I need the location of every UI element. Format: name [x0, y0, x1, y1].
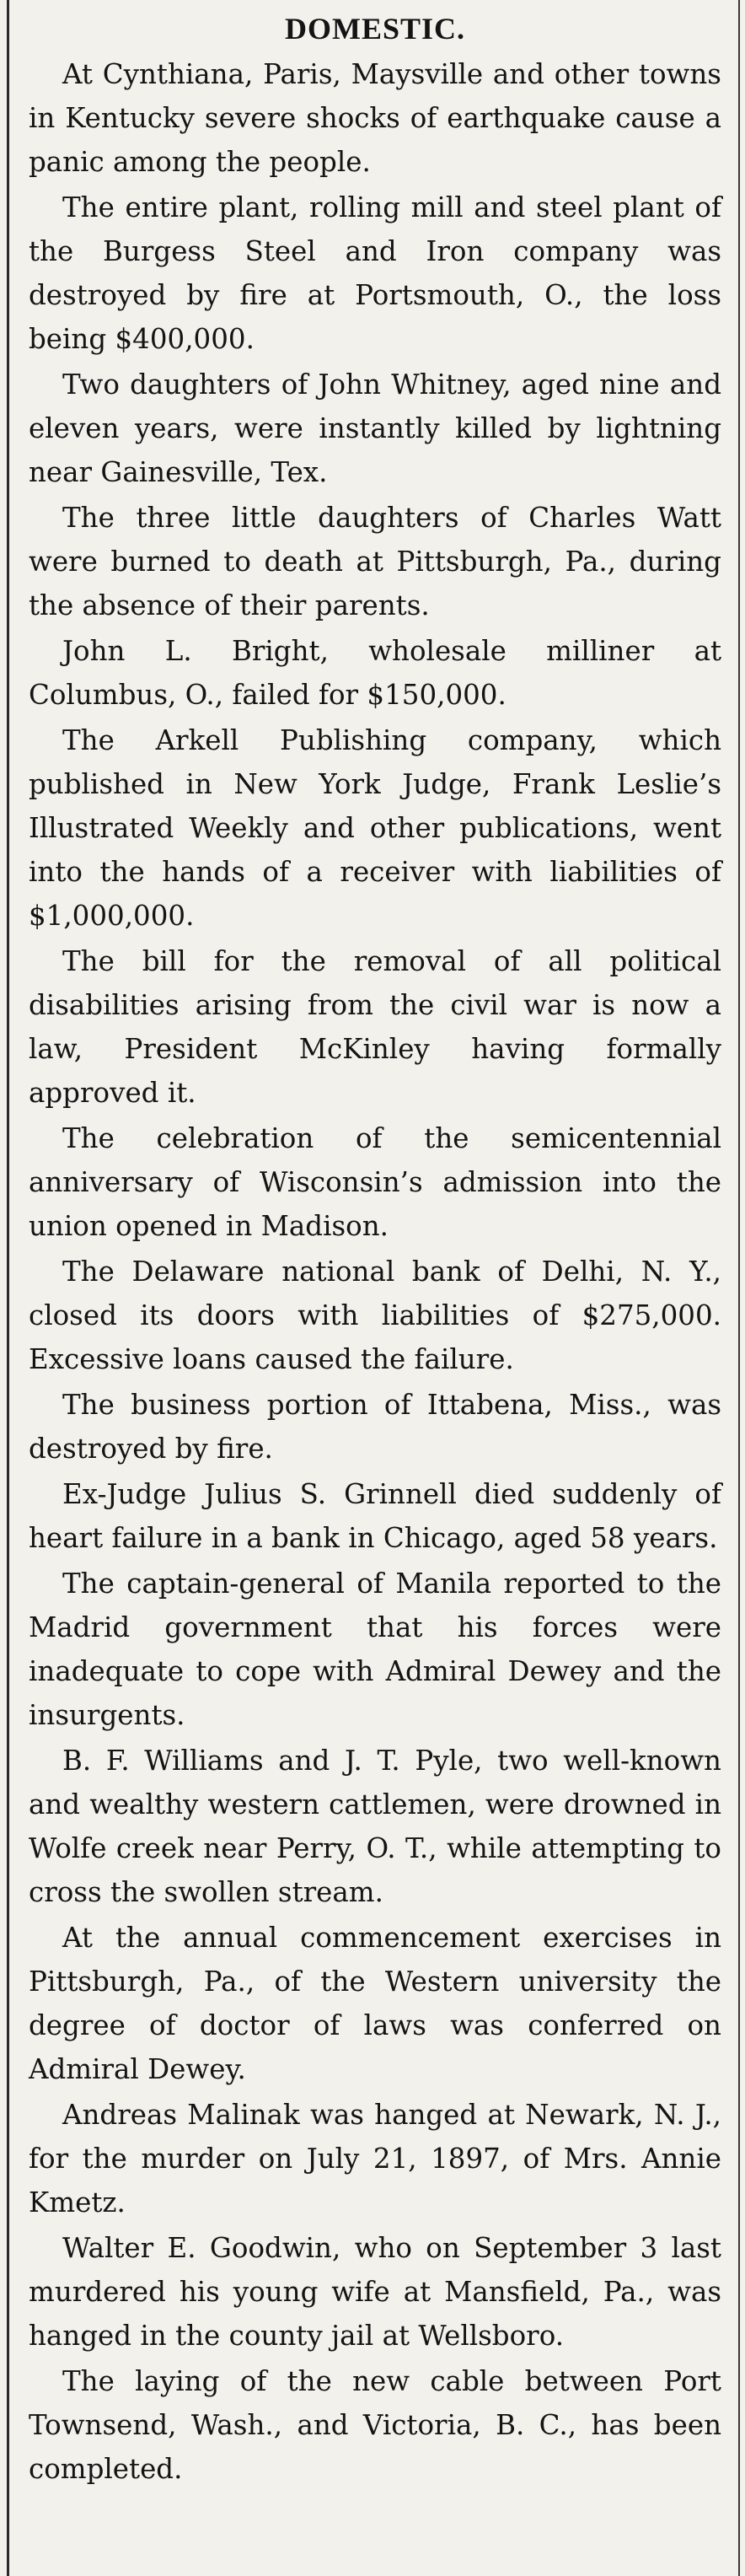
news-item: The laying of the new cable between Port Townsend, Wash., and Victoria, B. C., has been completed. [29, 2365, 721, 2485]
news-item: The bill for the removal of all political disabilities arising from the civil war is now a law, President McKinley having formally approved it. [29, 945, 721, 1109]
news-item: The entire plant, rolling mill and steel plant of the Burgess Steel and Iron company was destroyed by fire at Portsmouth, O., the loss being $400,000. [29, 191, 721, 355]
section-heading: DOMESTIC. [284, 12, 466, 46]
news-item: Two daughters of John Whitney, aged nine and eleven years, were instantly killed by lightning near Gainesville, Tex. [29, 368, 721, 488]
news-item: Walter E. Goodwin, who on September 3 last murdered his young wife at Mansfield, Pa., was hanged in the county jail at Wellsboro. [29, 2232, 721, 2352]
news-item: The business portion of Ittabena, Miss., was destroyed by fire. [29, 1389, 721, 1465]
news-item: At Cynthiana, Paris, Maysville and other towns in Kentucky severe shocks of earthquake cause a panic among the people. [29, 58, 721, 178]
news-item: John L. Bright, wholesale milliner at Columbus, O., failed for $150,000. [29, 635, 721, 711]
news-item: Ex-Judge Julius S. Grinnell died suddenly of heart failure in a bank in Chicago, aged 58 years. [29, 1478, 721, 1554]
news-item: At the annual commencement exercises in Pittsburgh, Pa., of the Western university the degree of doctor of laws was conferred on Admiral Dewey. [29, 1922, 721, 2085]
news-item: The captain-general of Manila reported to the Madrid government that his forces were inadequate to cope with Admiral Dewey and the insurgents. [29, 1568, 721, 1731]
news-item: The three little daughters of Charles Watt were burned to death at Pittsburgh, Pa., during the absence of their parents. [29, 502, 721, 621]
news-item: The Delaware national bank of Delhi, N. Y., closed its doors with liabilities of $275,000. Excessive loans caused the failure. [29, 1256, 721, 1375]
news-item: B. F. Williams and J. T. Pyle, two well-known and wealthy western cattlemen, were drowned in Wolfe creek near Perry, O. T., while attempting to cross the swollen stream. [29, 1745, 721, 1908]
news-item: The Arkell Publishing company, which published in New York Judge, Frank Leslie’s Illustrated Weekly and other publications, went into the hands of a receiver with liabilities of $1,000,000. [29, 724, 721, 932]
news-item: Andreas Malinak was hanged at Newark, N. J., for the murder on July 21, 1897, of Mrs. Annie Kmetz. [29, 2099, 721, 2218]
news-item: The celebration of the semicentennial anniversary of Wisconsin’s admission into the union opened in Madison. [29, 1122, 721, 1242]
